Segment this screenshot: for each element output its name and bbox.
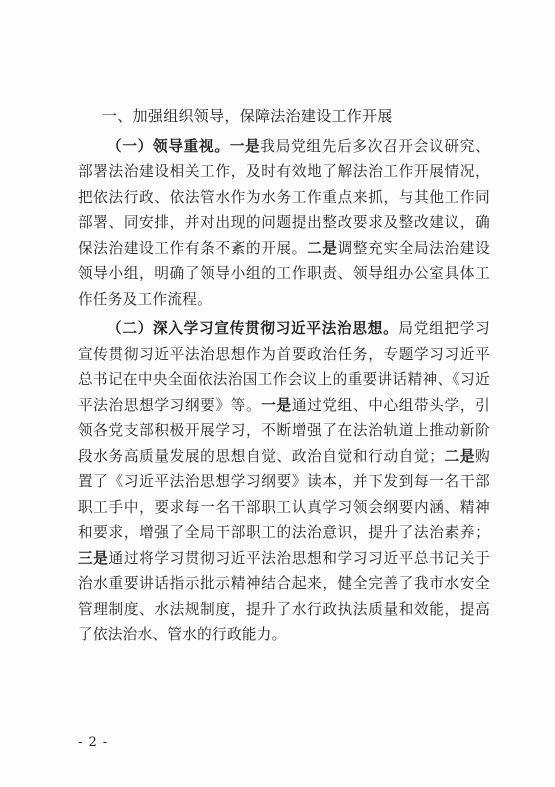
point-marker: 三是	[78, 549, 109, 567]
point-marker: 二是	[307, 239, 338, 257]
subsection-title: （一）领导重视。	[107, 137, 230, 155]
subsection-title: （二）深入学习宣传贯彻习近平法治思想。	[107, 320, 399, 337]
point-text: 购置了《习近平法治思想学习纲要》读本，并下发到每一名干部职工手中，要求每一名干部职工认真学习领会纲要内涵、精神和要求，增强了全局干部职工的法治意识，提升了法治素养；	[78, 447, 491, 541]
point-marker: 一是	[261, 396, 292, 414]
section-heading: 一、加强组织领导，保障法治建设工作开展	[102, 107, 393, 125]
point-marker: 二是	[444, 447, 476, 465]
document-body	[78, 104, 490, 648]
subsection-intro: 局党组把学习宣传贯彻习近平法治思想作为首要政治任务，专题学习习近平总书记在中央全面依法治国工作会议上的重要讲话精神、《习近平法治思想学习纲要》等。	[78, 320, 491, 414]
paragraph-study	[78, 316, 490, 648]
page-number: - 2 -	[78, 735, 109, 750]
point-text: 通过将学习贯彻习近平法治思想和学习习近平总书记关于治水重要讲话指示批示精神结合起来，健全完善了我市水安全管理制度、水法规制度，提升了水行政执法质量和效能，提高了依法治水、管水的行政能力。	[78, 549, 490, 643]
point-marker: 一是	[229, 137, 261, 155]
point-text: 我局党组先后多次召开会议研究、部署法治建设相关工作，及时有效地了解法治工作开展情况，把依法行政、依法管水作为水务工作重点来抓，与其他工作同部署、同安排，并对出现的问题提出整改要求及整改建议，确保法治建设工作有条不紊的开展。	[78, 137, 490, 257]
point-text: 调整充实全局法治建设领导小组，明确了领导小组的工作职责、领导组办公室具体工作任务及工作流程。	[78, 239, 490, 308]
paragraph-leadership	[78, 134, 490, 313]
point-text: 通过党组、中心组带头学，引领各党支部积极开展学习，不断增强了在法治轨道上推动新阶段水务高质量发展的思想自觉、政治自觉和行动自觉；	[78, 396, 490, 465]
